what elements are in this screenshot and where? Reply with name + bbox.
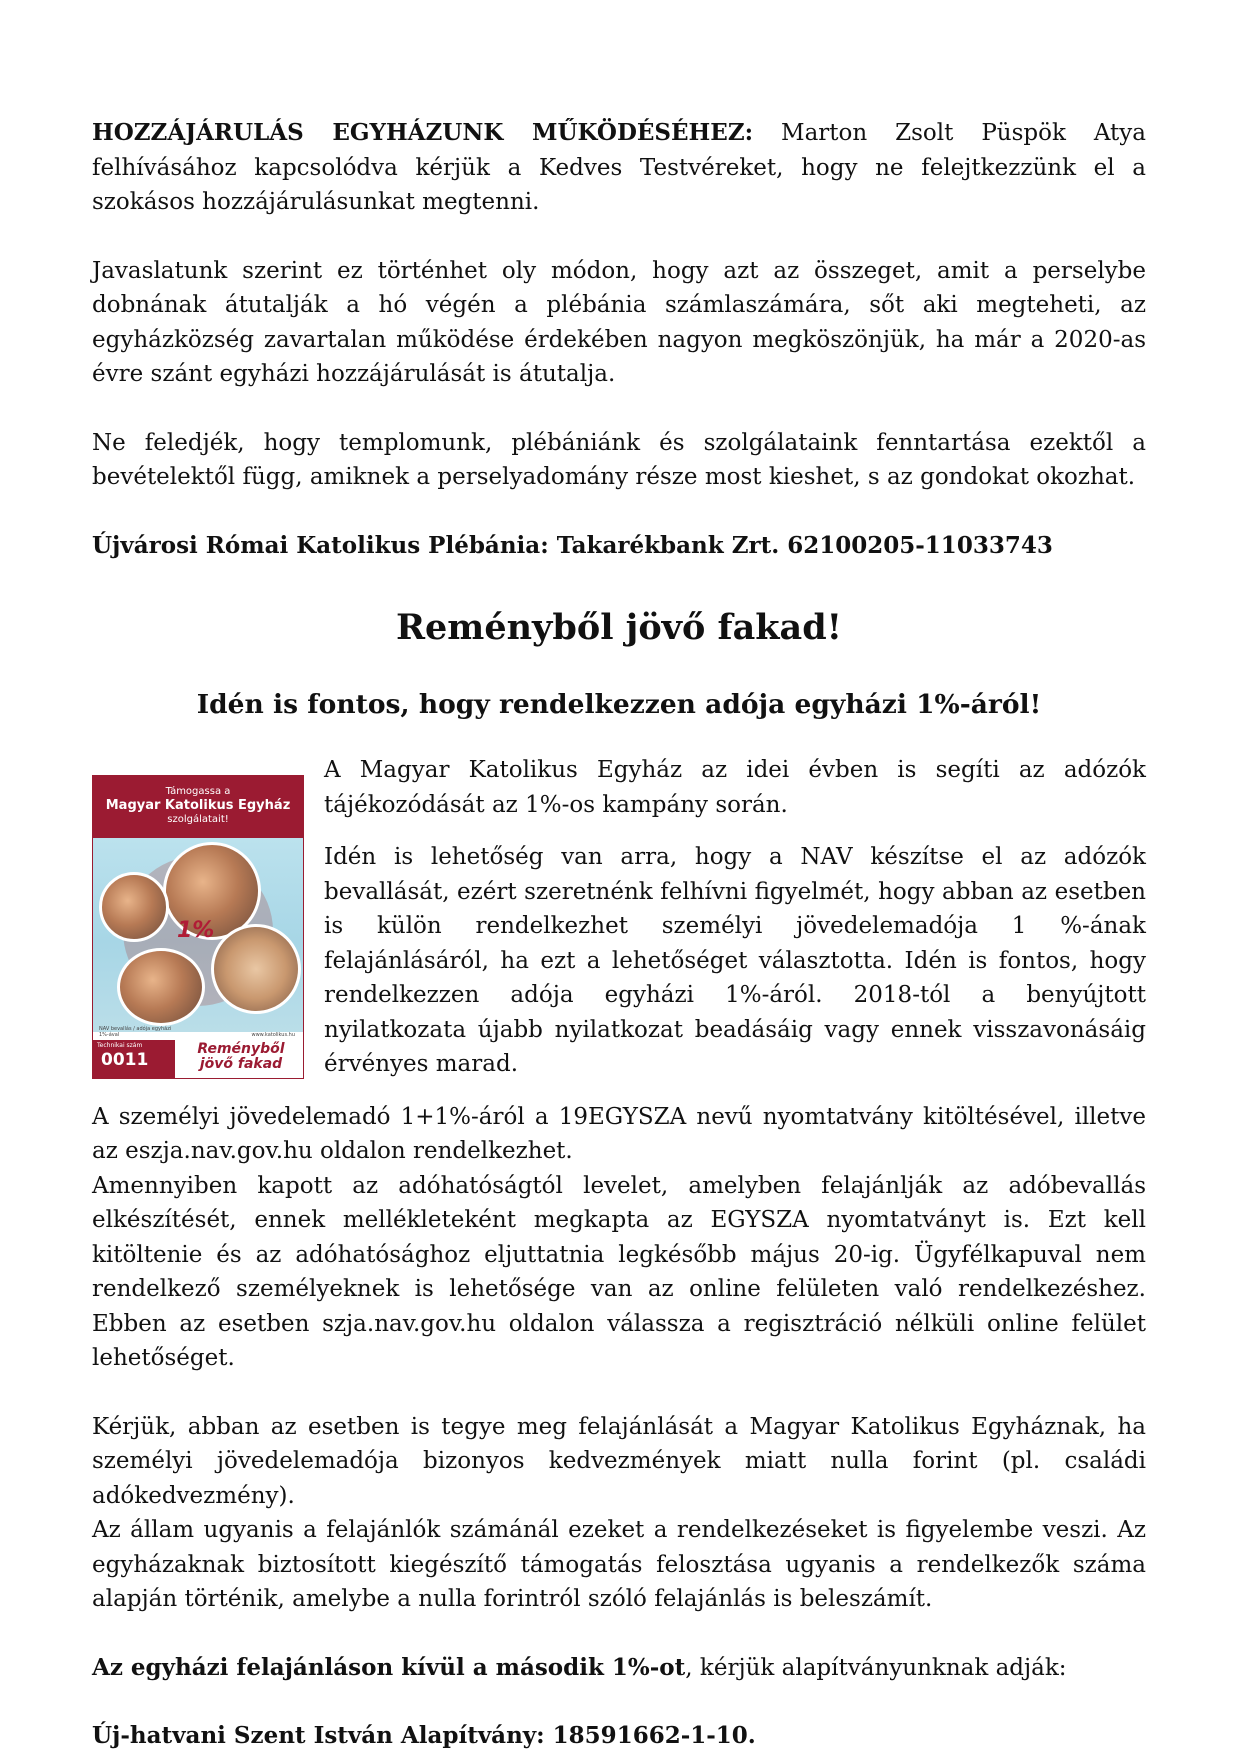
campaign-title: Reményből jövő fakad!: [395, 607, 843, 648]
poster-url: www.katolikus.hu: [251, 1032, 295, 1038]
state-counting-paragraph: Az állam ugyanis a felajánlók számánál ezeket a rendelkezéseket is figyelembe veszi. Az egyházaknak biztosított kiegészítő támogatás felosztása ugyanis a rendelkezők száma alapján történik, amelybe a nulla forintról szóló felajánlás is beleszámít.: [92, 1517, 1146, 1612]
form-info-paragraph: [92, 1100, 1146, 1169]
poster-slogan-line1: Reményből: [197, 1041, 285, 1057]
foundation-account-line: Új-hatvani Szent István Alapítvány: 18591662-1-10.: [92, 1722, 756, 1749]
poster-line3: szolgálatait!: [167, 814, 229, 825]
poster-slogan: [185, 1042, 297, 1072]
letter-info-paragraph: Amennyiben kapott az adóhatóságtól levelet, amelyben felajánlják az adóbevallás elkészítését, ennek mellékleteként megkapta az EGYSZA nyomtatványt is. Ezt kell kitöltenie és az adóhatósághoz eljuttatnia legkésőbb május 20-ig. Ügyfélkapuval nem rendelkező személyeknek is lehetősége van az online felületen való rendelkezéshez. Ebben az esetben szja.nav.gov.hu oldalon válassza a regisztráció nélküli online felület lehetőséget.: [92, 1172, 1146, 1371]
zero-tax-paragraph: Kérjük, abban az esetben is tegye meg felajánlását a Magyar Katolikus Egyháznak, ha személyi jövedelemadója bizonyos kedvezmények miatt nulla forint (pl. családi adókedvezmény).: [92, 1413, 1146, 1509]
poster-photo-children: [117, 948, 205, 1026]
poster-header: [93, 776, 303, 838]
poster-photo-hands: [211, 924, 301, 1014]
reminder-paragraph: Ne feledjék, hogy templomunk, plébániánk és szolgálataink fenntartása ezektől a bevételektől függ, amiknek a perselyadomány része most kieshet, s az gondokat okozhat.: [92, 429, 1146, 490]
contribution-text: Marton Zsolt Püspök Atya felhívásához kapcsolódva kérjük a Kedves Testvéreket, hogy ne felejtkezzünk el a szokásos hozzájárulásunkat megtenni.: [92, 120, 1147, 215]
contribution-paragraph: [92, 116, 1146, 220]
poster-photo-elderly: [99, 872, 169, 942]
form-info-text: A személyi jövedelemadó 1+1%-áról a 19EGYSZA nevű nyomtatvány kitöltésével, illetve az eszja.nav.gov.hu oldalon rendelkezhet.: [92, 1103, 1146, 1164]
poster-line2: Magyar Katolikus Egyház: [105, 798, 291, 813]
poster-line1: Támogassa a: [165, 786, 231, 797]
poster-taxcode-label: Technikai szám: [97, 1042, 143, 1049]
second-percent-text: , kérjük alapítványunknak adják:: [685, 1654, 1067, 1681]
parish-account-line: Újvárosi Római Katolikus Plébánia: Takarékbank Zrt. 62100205-11033743: [92, 531, 1053, 559]
suggestion-paragraph: Javaslatunk szerint ez történhet oly módon, hogy azt az összeget, amit a perselybe dobnának átutalják a hó végén a plébánia számlaszámára, sőt aki megteheti, az egyházközség zavartalan működése érdekében nagyon megköszönjük, ha már a 2020-as évre szánt egyházi hozzájárulását is átutalja.: [92, 257, 1146, 387]
campaign-poster-image: [92, 775, 304, 1079]
second-percent-bold: Az egyházi felajánláson kívül a második 1%-ot: [92, 1653, 686, 1681]
poster-slogan-line2: jövő fakad: [199, 1056, 283, 1072]
nav-return-paragraph: Idén is lehetőség van arra, hogy a NAV készítse el az adózók bevallását, ezért szeretnénk felhívni figyelmét, hogy abban az esetben is külön rendelkezhet személyi jövedelemadója 1 %-ának felajánlásáról, ha ezt a lehetőséget választotta. Idén is fontos, hogy rendelkezzen adója egyházi 1%-áról. 2018-tól a benyújtott nyilatkozata újabb nyilatkozat beadásáig vagy ennek visszavonásáig érvényes marad.: [324, 844, 1146, 1077]
document-page: [92, 116, 1146, 1754]
poster-taxcode-box: [93, 1040, 175, 1078]
contribution-heading: HOZZÁJÁRULÁS EGYHÁZUNK MŰKÖDÉSÉHEZ:: [92, 119, 754, 146]
poster-note: NAV bevallás / adója egyházi 1%-ával: [99, 1026, 172, 1038]
poster-percent: 1%: [177, 918, 215, 943]
campaign-section: [92, 753, 1146, 1169]
campaign-subtitle: Idén is fontos, hogy rendelkezzen adója egyházi 1%-áról!: [196, 689, 1042, 720]
campaign-intro-paragraph: A Magyar Katolikus Egyház az idei évben is segíti az adózók tájékozódását az 1%-os kampány során.: [324, 757, 1146, 818]
poster-taxcode: 0011: [101, 1050, 149, 1070]
second-percent-paragraph: [92, 1651, 1146, 1686]
